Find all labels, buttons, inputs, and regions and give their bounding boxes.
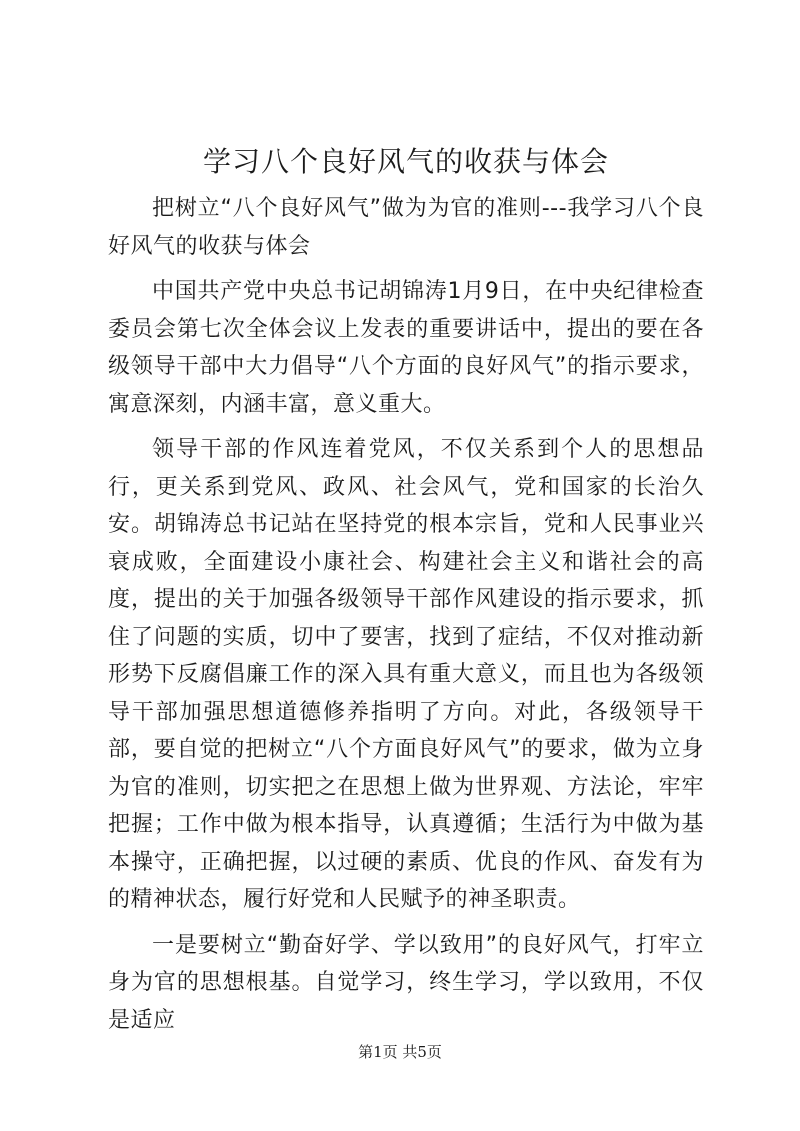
paragraph-subtitle: 把树立“八个良好风气”做为为官的准则---我学习八个良好风气的收获与体会 (108, 196, 704, 259)
document-page (108, 140, 704, 1047)
page-footer: 第1页 共5页 (358, 1043, 442, 1061)
paragraph-intro: 中国共产党中央总书记胡锦涛1月9日，在中央纪律检查委员会第七次全体会议上发表的重要讲话中，提出的要在各级领导干部中大力倡导“八个方面的良好风气”的指示要求，寓意深刻，内涵丰富，意义重大。 (108, 279, 704, 417)
paragraph-point-one: 一是要树立“勤奋好学、学以致用”的良好风气，打牢立身为官的思想根基。自觉学习，终生学习，学以致用，不仅是适应 (108, 932, 704, 1033)
document-title: 学习八个良好风气的收获与体会 (202, 145, 609, 178)
paragraph-body: 领导干部的作风连着党风，不仅关系到个人的思想品行，更关系到党风、政风、社会风气，党和国家的长治久安。胡锦涛总书记站在坚持党的根本宗旨，党和人民事业兴衰成败，全面建设小康社会、构建社会主义和谐社会的高度，提出的关于加强各级领导干部作风建设的指示要求，抓住了问题的实质，切中了要害，找到了症结，不仅对推动新形势下反腐倡廉工作的深入具有重大意义，而且也为各级领导干部加强思想道德修养指明了方向。对此，各级领导干部，要自觉的把树立“八个方面良好风气”的要求，做为立身为官的准则，切实把之在思想上做为世界观、方法论，牢牢把握；工作中做为根本指导，认真遵循；生活行为中做为基本操守，正确把握，以过硬的素质、优良的作风、奋发有为的精神状态，履行好党和人民赋予的神圣职责。 (108, 437, 704, 912)
